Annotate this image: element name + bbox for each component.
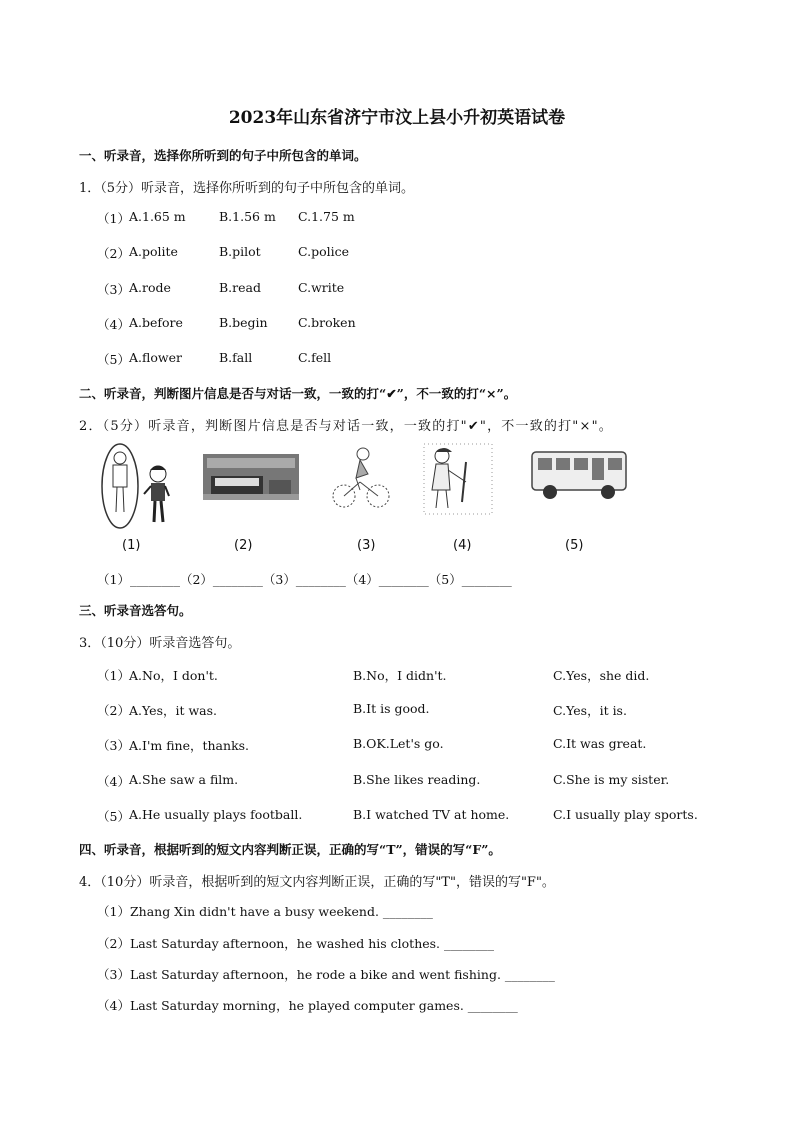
section-2-heading: 二、听录音，判断图片信息是否与对话一致，一致的打“✔”，不一致的打“×”。 [79, 386, 517, 401]
bedroom-picture [203, 454, 299, 500]
option-c: C.1.75 m [298, 209, 355, 224]
option-a: A.She saw a film. [129, 772, 239, 787]
section-3-heading: 三、听录音选答句。 [79, 603, 192, 618]
picture-label-5: (5) [565, 538, 584, 553]
option-c: C.fell [298, 350, 332, 365]
picture-label-2: (2) [234, 538, 253, 553]
item-number: （4） [97, 317, 130, 332]
q4-item-3 [97, 965, 555, 983]
option-b: B.1.56 m [219, 209, 276, 224]
item-number: （3） [97, 738, 130, 753]
option-b: B.OK.Let's go. [353, 736, 444, 751]
item-number: （1） [97, 904, 130, 919]
option-c: C.write [298, 280, 345, 295]
item-number: （4） [97, 998, 130, 1013]
picture-label-1: (1) [122, 538, 141, 553]
option-b: B.read [219, 280, 261, 295]
item-number: （4） [97, 774, 130, 789]
option-a: A.1.65 m [129, 209, 186, 224]
q4-item-4 [97, 996, 518, 1014]
item-number: （3） [97, 282, 130, 297]
option-a: A.He usually plays football. [129, 807, 303, 822]
option-b: B.She likes reading. [353, 772, 481, 787]
question-2: 2．（5分）听录音，判断图片信息是否与对话一致，一致的打"✔"，不一致的打"×"。 [79, 419, 613, 434]
item-number: （2） [97, 936, 130, 951]
question-3: 3．（10分）听录音选答句。 [79, 636, 241, 651]
picture-strip [90, 440, 650, 560]
section-4-heading: 四、听录音，根据听到的短文内容判断正误，正确的写“T”，错误的写“F”。 [79, 842, 501, 857]
option-a: A.I'm fine，thanks. [129, 738, 250, 753]
option-c: C.police [298, 244, 350, 259]
option-b: B.No，I didn't. [353, 668, 447, 683]
statement: Last Saturday afternoon，he rode a bike and went fishing. ________ [129, 967, 555, 982]
option-a: A.polite [129, 244, 178, 259]
option-c: C.She is my sister. [553, 772, 670, 787]
question-1: 1．（5分）听录音，选择你所听到的句子中所包含的单词。 [79, 181, 415, 196]
option-a: A.flower [129, 350, 182, 365]
option-c: C.broken [298, 315, 356, 330]
cyclist-picture [330, 444, 392, 514]
picture-label-3: (3) [357, 538, 376, 553]
option-b: B.fall [219, 350, 253, 365]
item-number: （2） [97, 246, 130, 261]
option-b: B.pilot [219, 244, 261, 259]
q4-item-1 [97, 902, 433, 920]
page-title: 2023年山东省济宁市汶上县小升初英语试卷 [228, 108, 566, 128]
girl-sweeping-picture [422, 442, 494, 516]
option-c: C.It was great. [553, 736, 647, 751]
boy-mirror-picture [98, 440, 180, 532]
option-a: A.rode [129, 280, 171, 295]
section-1-heading: 一、听录音，选择你所听到的句子中所包含的单词。 [79, 148, 367, 163]
item-number: （5） [97, 352, 130, 367]
item-number: （1） [97, 668, 130, 683]
item-number: （5） [97, 809, 130, 824]
answer-blanks-q2: （1）________（2）________（3）________（4）________（5）________ [97, 572, 512, 587]
option-b: B.It is good. [353, 701, 430, 716]
option-b: B.I watched TV at home. [353, 807, 510, 822]
option-c: C.I usually play sports. [553, 807, 698, 822]
option-a: A.Yes，it was. [129, 703, 218, 718]
statement: Last Saturday afternoon，he washed his clothes. ________ [129, 936, 495, 951]
item-number: （1） [97, 211, 130, 226]
option-b: B.begin [219, 315, 268, 330]
q4-item-2 [97, 934, 494, 952]
option-a: A.before [129, 315, 183, 330]
option-a: A.No，I don't. [129, 668, 218, 683]
item-number: （3） [97, 967, 130, 982]
option-c: C.Yes，it is. [553, 703, 627, 718]
option-c: C.Yes，she did. [553, 668, 650, 683]
picture-label-4: (4) [453, 538, 472, 553]
bus-picture [528, 446, 630, 502]
question-4: 4．（10分）听录音，根据听到的短文内容判断正误，正确的写"T"，错误的写"F"。 [79, 875, 555, 890]
statement: Last Saturday morning，he played computer games. ________ [129, 998, 518, 1013]
item-number: （2） [97, 703, 130, 718]
statement: Zhang Xin didn't have a busy weekend. ________ [129, 904, 433, 919]
